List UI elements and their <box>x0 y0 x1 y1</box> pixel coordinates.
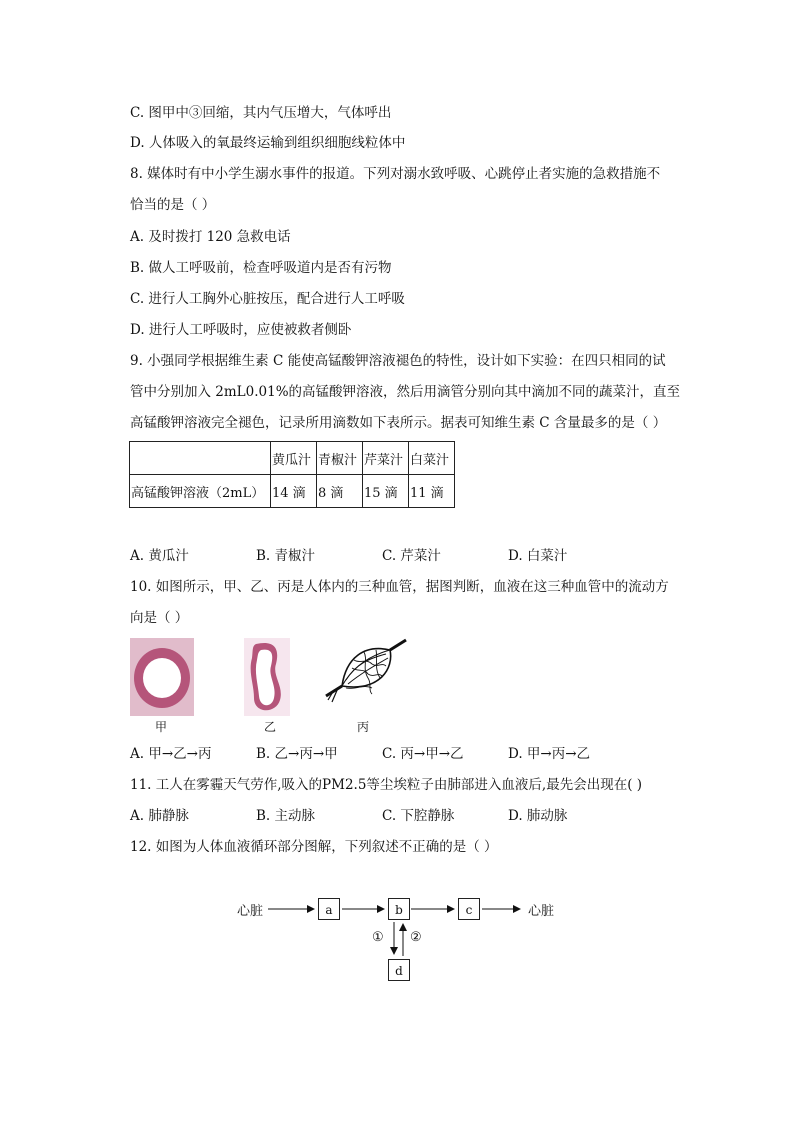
q10-option-a: A. 甲→乙→丙 <box>130 746 212 762</box>
table-cell: 8 滴 <box>317 475 363 508</box>
q7-option-d: D. 人体吸入的氧最终运输到组织细胞线粒体中 <box>130 135 406 151</box>
q11-option-c: C. 下腔静脉 <box>382 808 455 824</box>
q8-option-a: A. 及时拨打 120 急救电话 <box>130 229 291 245</box>
q11-option-a: A. 肺静脉 <box>130 808 189 824</box>
q9-option-d: D. 白菜汁 <box>508 548 568 564</box>
q9-stem-line1: 9. 小强同学根据维生素 C 能使高锰酸钾溶液褪色的特性，设计如下实验：在四只相同的试 <box>130 353 666 369</box>
q10-option-c: C. 丙→甲→乙 <box>382 746 464 762</box>
vessel-label-yi: 乙 <box>264 720 277 734</box>
box-d: d <box>388 959 410 981</box>
q9-option-c: C. 芹菜汁 <box>382 548 441 564</box>
table-header-cell: 青椒汁 <box>317 442 363 475</box>
q9-stem-line3: 高锰酸钾溶液完全褪色，记录所用滴数如下表所示。据表可知维生素 C 含量最多的是（ ） <box>130 415 667 431</box>
arrow-label-1: ① <box>372 930 384 945</box>
q12-stem: 12. 如图为人体血液循环部分图解，下列叙述不正确的是（ ） <box>130 839 498 855</box>
table-cell: 15 滴 <box>363 475 409 508</box>
q9-stem-line2: 管中分别加入 2mL0.01%的高锰酸钾溶液，然后用滴管分别向其中滴加不同的蔬菜汁，直至 <box>130 384 681 400</box>
box-a: a <box>318 898 340 920</box>
q8-stem-line1: 8. 媒体时有中小学生溺水事件的报道。下列对溺水致呼吸、心跳停止者实施的急救措施不 <box>130 166 661 182</box>
q8-option-c: C. 进行人工胸外心脏按压，配合进行人工呼吸 <box>130 291 405 307</box>
box-c: c <box>458 898 480 920</box>
vessel-label-jia: 甲 <box>155 720 168 734</box>
q9-option-b: B. 青椒汁 <box>256 548 316 564</box>
q8-option-d: D. 进行人工呼吸时，应使被救者侧卧 <box>130 322 352 338</box>
box-b: b <box>388 898 410 920</box>
heart-label-right: 心脏 <box>528 904 555 919</box>
vessel-label-bing: 丙 <box>357 720 370 734</box>
q7-option-c: C. 图甲中③回缩，其内气压增大，气体呼出 <box>130 105 392 121</box>
q8-option-b: B. 做人工呼吸前，检查呼吸道内是否有污物 <box>130 260 392 276</box>
q11-option-b: B. 主动脉 <box>256 808 316 824</box>
q10-option-b: B. 乙→丙→甲 <box>256 746 338 762</box>
table-cell: 14 滴 <box>271 475 317 508</box>
table-header-cell: 黄瓜汁 <box>271 442 317 475</box>
q10-option-d: D. 甲→丙→乙 <box>508 746 591 762</box>
heart-label-left: 心脏 <box>237 904 264 919</box>
q11-option-d: D. 肺动脉 <box>508 808 568 824</box>
q10-stem-line1: 10. 如图所示，甲、乙、丙是人体内的三种血管，据图判断，血液在这三种血管中的流动方 <box>130 579 669 595</box>
q11-stem: 11. 工人在雾霾天气劳作,吸入的PM2.5等尘埃粒子由肺部进入血液后,最先会出现在( ) <box>130 777 643 793</box>
table-header-cell: 芹菜汁 <box>363 442 409 475</box>
q9-option-a: A. 黄瓜汁 <box>130 548 189 564</box>
table-header-cell: 白菜汁 <box>409 442 455 475</box>
table-cell: 11 滴 <box>409 475 455 508</box>
q10-stem-line2: 向是（ ） <box>130 610 189 626</box>
table-cell: 高锰酸钾溶液（2mL） <box>130 475 271 508</box>
arrow-label-2: ② <box>410 930 422 945</box>
q8-stem-line2: 恰当的是（ ） <box>130 197 216 213</box>
